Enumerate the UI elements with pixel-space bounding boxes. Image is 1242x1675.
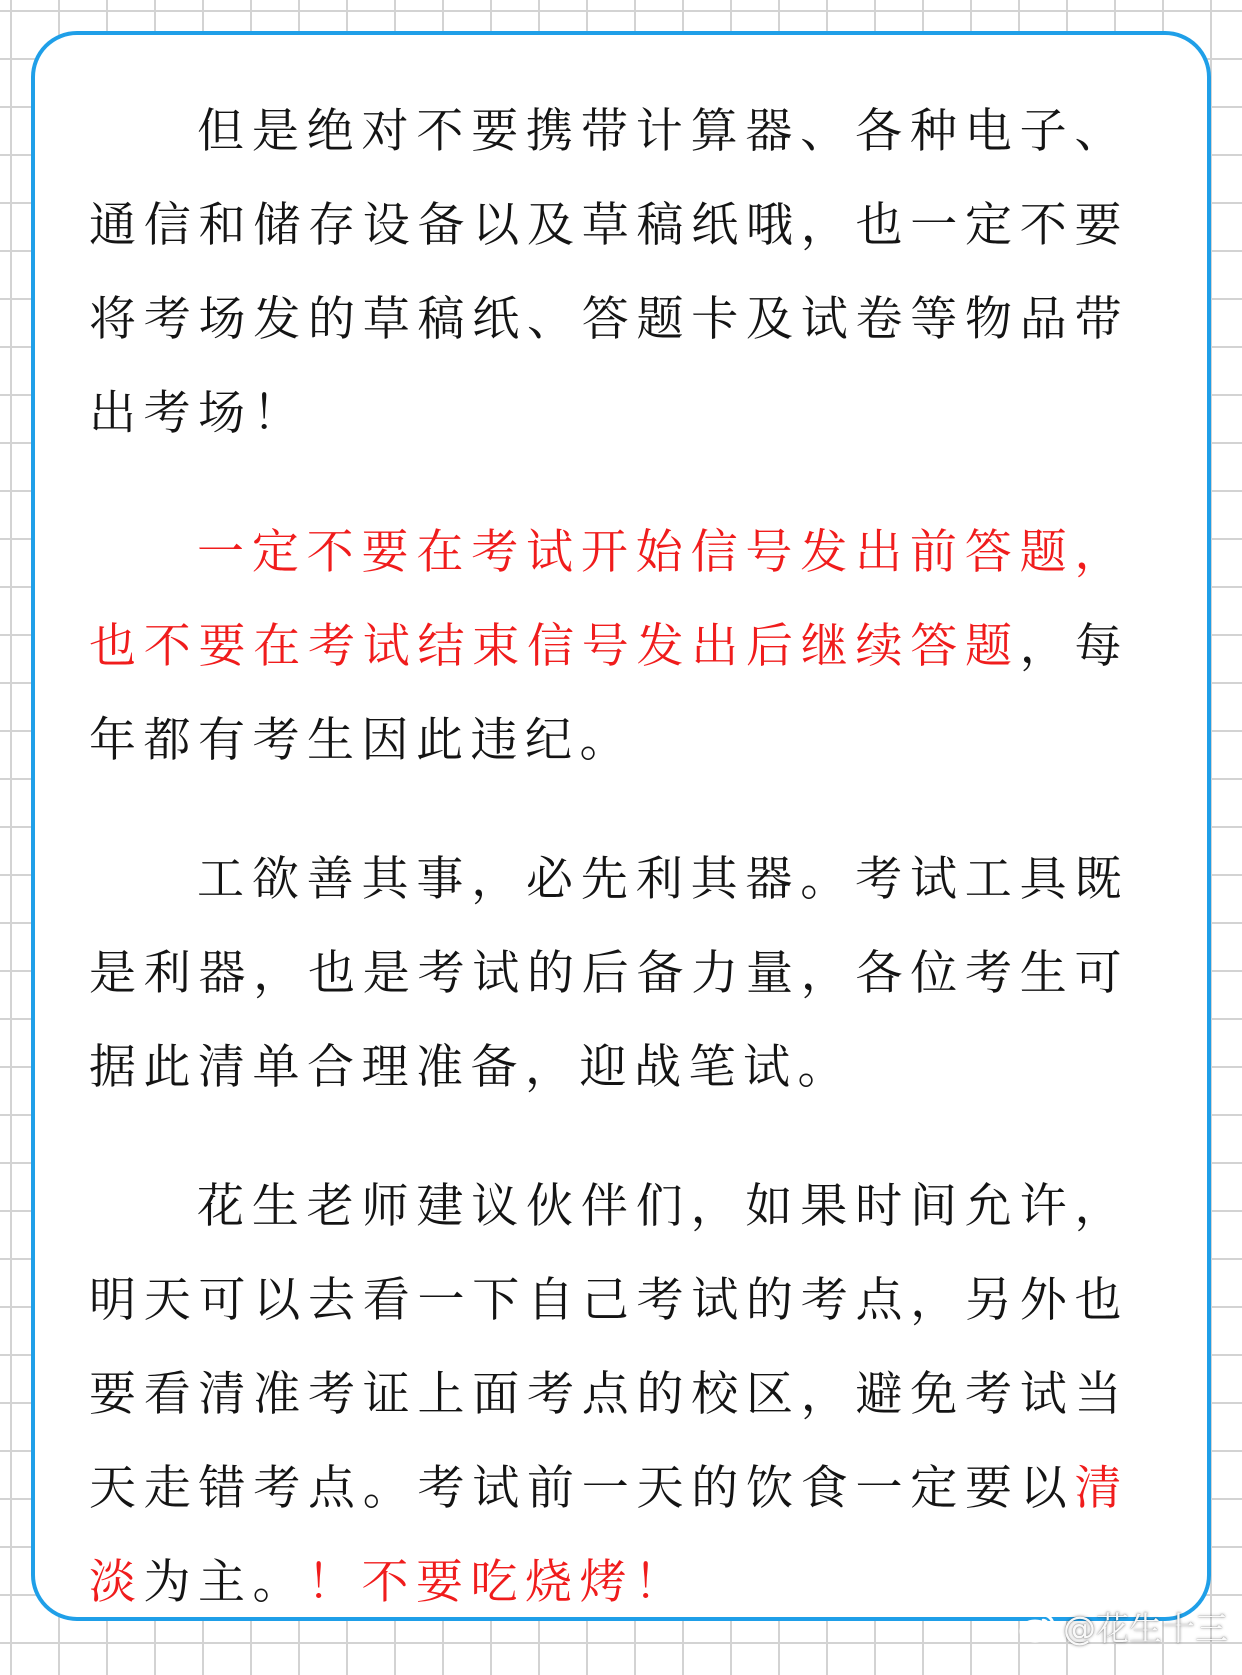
paragraph-2-highlight: 一定不要在考试开始信号发出前答题，也不要在考试结束信号发出后继续答题 — [89, 525, 1129, 674]
watermark-text: @花生十三 — [1063, 1609, 1228, 1648]
paragraph-4-highlight-light-diet: 清淡 — [89, 1461, 1129, 1610]
content-card — [31, 31, 1211, 1621]
paragraph-2-text: ，每年都有考生因此违纪。 — [89, 619, 1129, 768]
paragraph-4-highlight-no-bbq: ！不要吃烧烤！ — [307, 1555, 689, 1610]
paragraph-2 — [89, 506, 1129, 788]
paragraph-3 — [89, 833, 1129, 1115]
weibo-icon — [1019, 1611, 1057, 1643]
watermark — [1019, 1603, 1228, 1650]
paragraph-4-text: 花生老师建议伙伴们，如果时间允许，明天可以去看一下自己考试的考点，另外也要看清准考证上面考点的校区，避免考试当天走错考点。考试前一天的饮食一定要以 — [89, 1179, 1129, 1516]
paragraph-4 — [89, 1160, 1129, 1630]
paragraph-1-text: 但是绝对不要携带计算器、各种电子、通信和储存设备以及草稿纸哦，也一定不要将考场发的草稿纸、答题卡及试卷等物品带出考场！ — [89, 104, 1129, 441]
paragraph-1 — [89, 85, 1129, 461]
paragraph-3-text: 工欲善其事，必先利其器。考试工具既是利器，也是考试的后备力量，各位考生可据此清单合理准备，迎战笔试。 — [89, 852, 1129, 1095]
paragraph-4-text-end: 为主。 — [143, 1555, 307, 1610]
article-body — [89, 85, 1129, 1675]
